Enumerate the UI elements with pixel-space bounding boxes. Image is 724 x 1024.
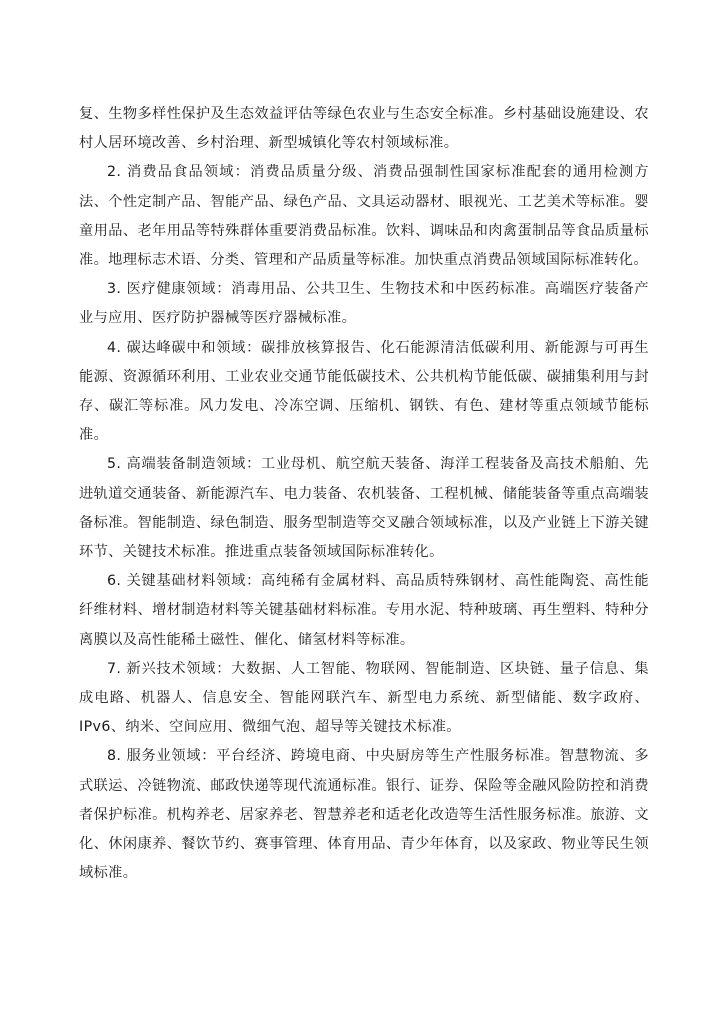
paragraph-service-industry: 8. 服务业领域：平台经济、跨境电商、中央厨房等生产性服务标准。智慧物流、多式联运、冷链物流、邮政快递等现代流通标准。银行、证券、保险等金融风险防控和消费者保护标准。机构养老、居家养老、智慧养老和适老化改造等生活性服务标准。旅游、文化、休闲康养、餐饮节约、赛事管理、体育用品、青少年体育，以及家政、物业等民生领域标准。 <box>79 748 649 882</box>
paragraph-medical-health: 3. 医疗健康领域：消毒用品、公共卫生、生物技术和中医药标准。高端医疗装备产业与应用、医疗防护器械等医疗器械标准。 <box>79 281 649 327</box>
paragraph-carbon-peak-neutrality: 4. 碳达峰碳中和领域：碳排放核算报告、化石能源清洁低碳利用、新能源与可再生能源、资源循环利用、工业农业交通节能低碳技术、公共机构节能低碳、碳捕集利用与封存、碳汇等标准。风力发电、冷冻空调、压缩机、钢铁、有色、建材等重点领域节能标准。 <box>79 339 649 444</box>
paragraph-consumer-goods-food: 2. 消费品食品领域：消费品质量分级、消费品强制性国家标准配套的通用检测方法、个性定制产品、智能产品、绿色产品、文具运动器材、眼视光、工艺美术等标准。婴童用品、老年用品等特殊群体重要消费品标准。饮料、调味品和肉禽蛋制品等食品质量标准。地理标志术语、分类、管理和产品质量等标准。加快重点消费品领域国际标准转化。 <box>79 164 649 269</box>
paragraph-high-end-equipment: 5. 高端装备制造领域：工业母机、航空航天装备、海洋工程装备及高技术船舶、先进轨道交通装备、新能源汽车、电力装备、农机装备、工程机械、储能装备等重点高端装备标准。智能制造、绿色制造、服务型制造等交叉融合领域标准，以及产业链上下游关键环节、关键技术标准。推进重点装备领域国际标准转化。 <box>79 456 649 561</box>
document-body <box>79 100 649 888</box>
paragraph-continuation: 复、生物多样性保护及生态效益评估等绿色农业与生态安全标准。乡村基础设施建设、农村人居环境改善、乡村治理、新型城镇化等农村领域标准。 <box>79 106 649 152</box>
paragraph-key-materials: 6. 关键基础材料领域：高纯稀有金属材料、高品质特殊钢材、高性能陶瓷、高性能纤维材料、增材制造材料等关键基础材料标准。专用水泥、特种玻璃、再生塑料、特种分离膜以及高性能稀土磁性、催化、储氢材料等标准。 <box>79 573 649 648</box>
paragraph-emerging-technology: 7. 新兴技术领域：大数据、人工智能、物联网、智能制造、区块链、量子信息、集成电路、机器人、信息安全、智能网联汽车、新型电力系统、新型储能、数字政府、IPv6、纳米、空间应用、微细气泡、超导等关键技术标准。 <box>79 660 649 736</box>
